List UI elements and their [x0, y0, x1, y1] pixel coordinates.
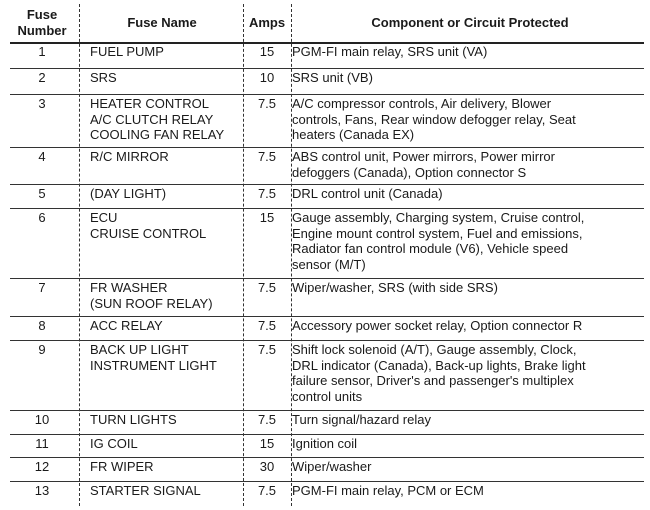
- fuse-number: 7: [38, 280, 46, 295]
- table-row: [10, 340, 644, 411]
- fuse-component: Gauge assembly, Charging system, Cruise control, Engine mount control system, Fuel and emissions, Radiator fan control module (V6), Vehicle speed sensor (M/T): [292, 210, 585, 272]
- fuse-amps: 30: [259, 459, 275, 474]
- fuse-component: Wiper/washer: [292, 459, 372, 474]
- fuse-amps: 10: [259, 70, 275, 85]
- fuse-component: DRL control unit (Canada): [292, 186, 443, 201]
- header-fuse-name: Fuse Name: [127, 15, 197, 30]
- fuse-name: SRS: [90, 70, 117, 85]
- fuse-name: STARTER SIGNAL: [90, 483, 201, 498]
- fuse-number: 1: [38, 44, 46, 59]
- table-row: [10, 278, 644, 317]
- fuse-number: 9: [38, 342, 46, 357]
- fuse-amps: 7.5: [257, 186, 277, 201]
- table-row: [10, 184, 644, 209]
- table-row: [10, 481, 644, 505]
- fuse-name: TURN LIGHTS: [90, 412, 177, 427]
- fuse-number: 13: [34, 483, 50, 498]
- fuse-amps: 7.5: [257, 412, 277, 427]
- fuse-number: 8: [38, 318, 46, 333]
- table-row: [10, 68, 644, 95]
- fuse-component: Ignition coil: [292, 436, 358, 451]
- fuse-name: (DAY LIGHT): [90, 186, 167, 201]
- fuse-number: 11: [35, 436, 49, 451]
- fuse-name: ECU CRUISE CONTROL: [90, 210, 207, 241]
- column-divider: [79, 4, 80, 506]
- fuse-component: PGM-FI main relay, SRS unit (VA): [292, 44, 488, 59]
- fuse-amps: 7.5: [257, 280, 277, 295]
- fuse-number: 4: [38, 149, 46, 164]
- fuse-name: IG COIL: [90, 436, 138, 451]
- table-row: [10, 410, 644, 435]
- fuse-amps: 7.5: [257, 96, 277, 111]
- column-divider: [291, 4, 292, 506]
- table-row: [10, 316, 644, 341]
- fuse-component: PGM-FI main relay, PCM or ECM: [292, 483, 484, 498]
- fuse-component: A/C compressor controls, Air delivery, Blower controls, Fans, Rear window defogger relay, Seat heaters (Canada EX): [292, 96, 576, 143]
- fuse-component: Accessory power socket relay, Option connector R: [292, 318, 583, 333]
- table-header: [10, 4, 644, 44]
- fuse-amps: 7.5: [257, 483, 277, 498]
- fuse-amps: 7.5: [257, 342, 277, 357]
- header-component: Component or Circuit Protected: [371, 15, 569, 30]
- fuse-amps: 15: [259, 210, 275, 225]
- table-row: [10, 434, 644, 458]
- column-divider: [243, 4, 244, 506]
- fuse-component: Shift lock solenoid (A/T), Gauge assembly, Clock, DRL indicator (Canada), Back-up lights, Brake light failure sensor, Driver's and passenger's multiplex control units: [292, 342, 586, 404]
- fuse-component: SRS unit (VB): [292, 70, 373, 85]
- fuse-amps: 15: [259, 44, 275, 59]
- header-amps: Amps: [248, 15, 286, 30]
- fuse-name: FR WASHER (SUN ROOF RELAY): [90, 280, 213, 311]
- fuse-name: ACC RELAY: [90, 318, 163, 333]
- fuse-name: FUEL PUMP: [90, 44, 164, 59]
- fuse-number: 3: [38, 96, 46, 111]
- fuse-number: 10: [34, 412, 50, 427]
- table-row: [10, 94, 644, 148]
- fuse-amps: 7.5: [257, 318, 277, 333]
- table-row: [10, 208, 644, 279]
- fuse-name: R/C MIRROR: [90, 149, 169, 164]
- fuse-component: Turn signal/hazard relay: [292, 412, 431, 427]
- fuse-amps: 15: [259, 436, 275, 451]
- table-row: [10, 147, 644, 185]
- fuse-number: 12: [34, 459, 50, 474]
- fuse-component: ABS control unit, Power mirrors, Power mirror defoggers (Canada), Option connector S: [292, 149, 555, 180]
- fuse-number: 2: [38, 70, 46, 85]
- fuse-number: 5: [38, 186, 46, 201]
- table-row: [10, 457, 644, 482]
- header-fuse-number: Fuse Number: [17, 7, 67, 38]
- fuse-number: 6: [38, 210, 46, 225]
- fuse-name: BACK UP LIGHT INSTRUMENT LIGHT: [90, 342, 217, 373]
- fuse-amps: 7.5: [257, 149, 277, 164]
- fuse-name: FR WIPER: [90, 459, 154, 474]
- fuse-name: HEATER CONTROL A/C CLUTCH RELAY COOLING FAN RELAY: [90, 96, 225, 143]
- table-row: [10, 42, 644, 69]
- fuse-component: Wiper/washer, SRS (with side SRS): [292, 280, 498, 295]
